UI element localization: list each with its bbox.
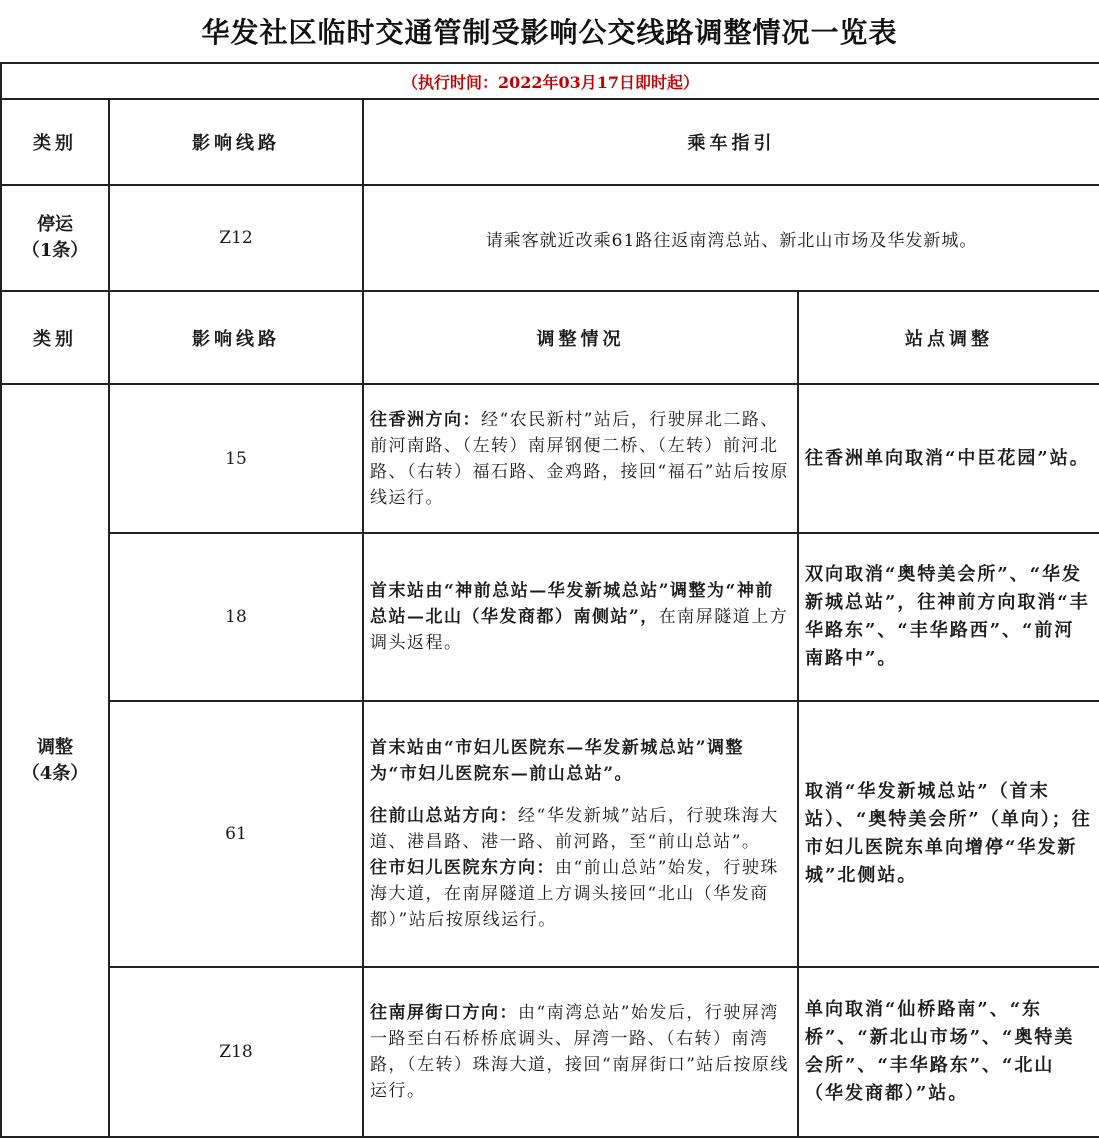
stop-change-15: 往香洲单向取消“中臣花园”站。	[798, 384, 1099, 533]
route-61: 61	[109, 701, 363, 967]
table-row	[1, 384, 1099, 533]
header2-category: 类别	[1, 291, 109, 384]
exec-time-row	[1, 63, 1099, 99]
direction-text: 由“前山总站”始发，行驶珠海大道，在南屏隧道上方调头接回“北山（华发商都）”站后按原线运行。	[370, 858, 779, 930]
table-row	[1, 533, 1099, 701]
direction-label: 往前山总站方向：	[370, 806, 518, 826]
header-route: 影响线路	[109, 99, 363, 185]
route-adjustment-table	[0, 62, 1099, 1138]
adjust-desc-61	[363, 701, 798, 967]
route-15: 15	[109, 384, 363, 533]
suspended-row	[1, 185, 1099, 291]
header2-route: 影响线路	[109, 291, 363, 384]
direction-text: 由“南湾总站”始发后，行驶屏湾一路至白石桥桥底调头、屏湾一路、（右转）南湾路，（左转）珠海大道，接回“南屏街口”站后按原线运行。	[370, 1003, 789, 1101]
adjust-desc-z18	[363, 967, 798, 1137]
table-row	[1, 701, 1099, 967]
header-category: 类别	[1, 99, 109, 185]
stop-change-61: 取消“华发新城总站”（首末站）、“奥特美会所”（单向）；往市妇儿医院东单向增停“华发新城”北侧站。	[798, 701, 1099, 967]
terminal-change-text: 首末站由“市妇儿医院东—华发新城总站”调整为“市妇儿医院东—前山总站”。	[370, 738, 745, 784]
header-guide: 乘车指引	[363, 99, 1099, 185]
category-adjusted	[1, 384, 109, 1137]
direction-text: 经“华发新城”站后，行驶珠海大道、港昌路、港一路、前河路，至“前山总站”。	[370, 806, 779, 852]
table-row	[1, 967, 1099, 1137]
header2-adjust: 调整情况	[363, 291, 798, 384]
category-suspended	[1, 185, 109, 291]
exec-time: （执行时间：2022年03月17日即时起）	[1, 63, 1099, 99]
direction-label: 往市妇儿医院东方向：	[370, 858, 555, 878]
header2-stops: 站点调整	[798, 291, 1099, 384]
adjust-desc-15	[363, 384, 798, 533]
adjust-desc-18	[363, 533, 798, 701]
turnaround-text: 在南屏隧道上方调头返程。	[370, 607, 789, 653]
category-suspended-label: 停运	[37, 214, 73, 235]
terminal-change-text: 首末站由“神前总站—华发新城总站”调整为“神前总站—北山（华发商都）南侧站”，	[370, 581, 774, 627]
stop-change-z18: 单向取消“仙桥路南”、“东桥”、“新北山市场”、“奥特美会所”、“丰华路东”、“北山（华发商都）”站。	[798, 967, 1099, 1137]
category-adjusted-label: 调整	[37, 736, 73, 758]
category-suspended-count: （1条）	[21, 240, 89, 261]
route-z12: Z12	[109, 185, 363, 291]
direction-label: 往香洲方向：	[370, 409, 481, 430]
direction-text: 经“农民新村”站后，行驶屏北二路、前河南路、（左转）南屏钢便二桥、（左转）前河北路、（右转）福石路、金鸡路，接回“福石”站后按原线运行。	[370, 409, 789, 508]
header-row-2	[1, 291, 1099, 384]
route-z18: Z18	[109, 967, 363, 1137]
stop-change-18: 双向取消“奥特美会所”、“华发新城总站”，往神前方向取消“丰华路东”、“丰华路西”、“前河南路中”。	[798, 533, 1099, 701]
suspended-guide: 请乘客就近改乘61路往返南湾总站、新北山市场及华发新城。	[363, 185, 1099, 291]
category-adjusted-count: （4条）	[21, 762, 89, 784]
route-18: 18	[109, 533, 363, 701]
page-title: 华发社区临时交通管制受影响公交线路调整情况一览表	[201, 16, 898, 49]
header-row-1	[1, 99, 1099, 185]
direction-label: 往南屏街口方向：	[370, 1003, 518, 1023]
